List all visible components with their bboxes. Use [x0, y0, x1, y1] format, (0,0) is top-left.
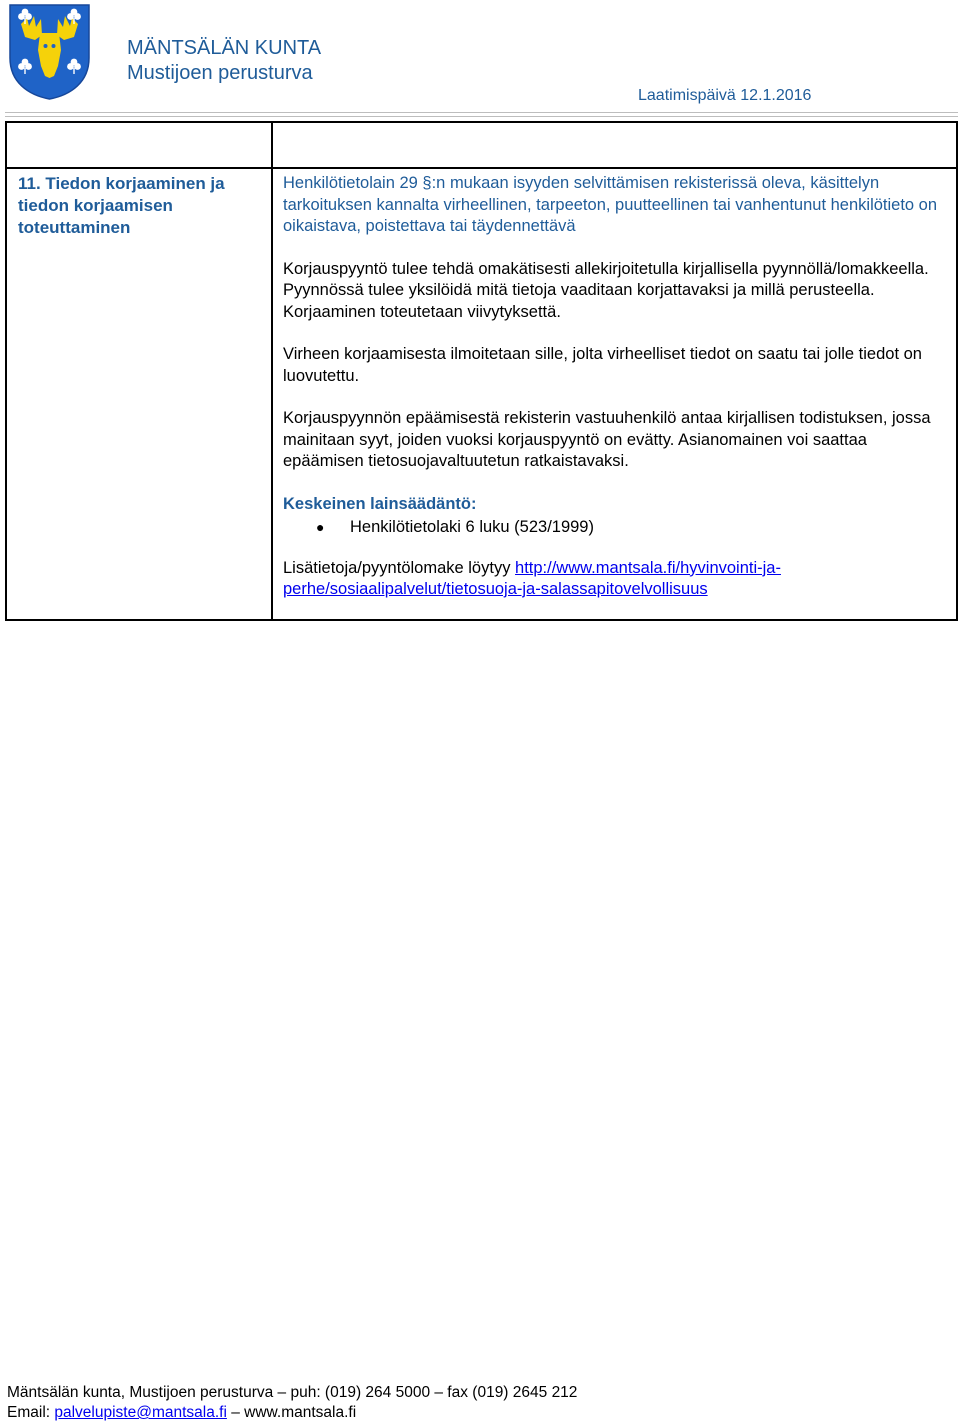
footer-separator: –	[226, 1404, 245, 1421]
creation-date: Laatimispäivä 12.1.2016	[638, 87, 812, 104]
organization-unit: Mustijoen perusturva	[127, 62, 313, 84]
more-info-link[interactable]: http://www.mantsala.fi/hyvinvointi-ja-perhe/sosiaalipalvelut/tietosuoja-ja-salassapitovelvollisuus	[283, 558, 781, 598]
footer-website: www.mantsala.fi	[244, 1404, 357, 1421]
footer-contact-line: Mäntsälän kunta, Mustijoen perusturva – puh: (019) 264 5000 – fax (019) 2645 212	[7, 1384, 578, 1401]
header-divider-2	[5, 116, 958, 117]
footer-email-line	[7, 1403, 577, 1423]
table-cell-empty	[272, 122, 957, 168]
coat-of-arms-logo	[7, 2, 92, 100]
footer-email-label: Email:	[7, 1404, 55, 1421]
register-info-table	[5, 121, 958, 621]
paragraph-correction-basis: Henkilötietolain 29 §:n mukaan isyyden selvittämisen rekisterissä oleva, käsittelyn tarkoituksen kannalta virheellinen, tarpeeton, puutteellinen tai vanhentunut henkilötieto on oikaistava, poistettava tai täydennettävä	[283, 174, 938, 235]
list-item	[283, 517, 948, 539]
organization-header	[127, 36, 321, 86]
table-cell-empty	[6, 122, 272, 168]
paragraph-correction-notice: Virheen korjaamisesta ilmoitetaan sille, jolta virheelliset tiedot on saatu tai jolle tiedot on luovutettu.	[283, 345, 922, 385]
page-footer	[7, 1383, 577, 1423]
section-heading-cell	[6, 168, 272, 620]
bullet-icon: ●	[316, 519, 325, 535]
header-divider	[5, 112, 958, 113]
more-info-label: Lisätietoja/pyyntölomake löytyy	[283, 558, 516, 577]
section-content-cell	[272, 168, 957, 620]
legislation-heading: Keskeinen lainsäädäntö:	[283, 494, 477, 513]
table-row	[6, 168, 957, 620]
table-row	[6, 122, 957, 168]
footer-email-link[interactable]: palvelupiste@mantsala.fi	[54, 1404, 227, 1421]
section-title: 11. Tiedon korjaaminen ja tiedon korjaamisen toteuttaminen	[18, 174, 225, 237]
organization-name: MÄNTSÄLÄN KUNTA	[127, 37, 322, 59]
legislation-item: Henkilötietolaki 6 luku (523/1999)	[350, 518, 594, 536]
paragraph-correction-refusal: Korjauspyynnön epäämisestä rekisterin vastuuhenkilö antaa kirjallisen todistuksen, jossa mainitaan syyt, joiden vuoksi korjauspyyntö on evätty. Asianomainen voi saattaa epäämisen tietosuojavaltuutetun ratkaistavaksi.	[283, 409, 931, 470]
more-info-line	[283, 558, 948, 601]
paragraph-correction-request: Korjauspyyntö tulee tehdä omakätisesti allekirjoitetulla kirjallisella pyynnöllä/lomakkeella. Pyynnössä tulee yksilöidä mitä tietoja vaaditaan korjattavaksi ja millä perusteella. Korjaaminen toteutetaan viivytyksettä.	[283, 259, 929, 321]
